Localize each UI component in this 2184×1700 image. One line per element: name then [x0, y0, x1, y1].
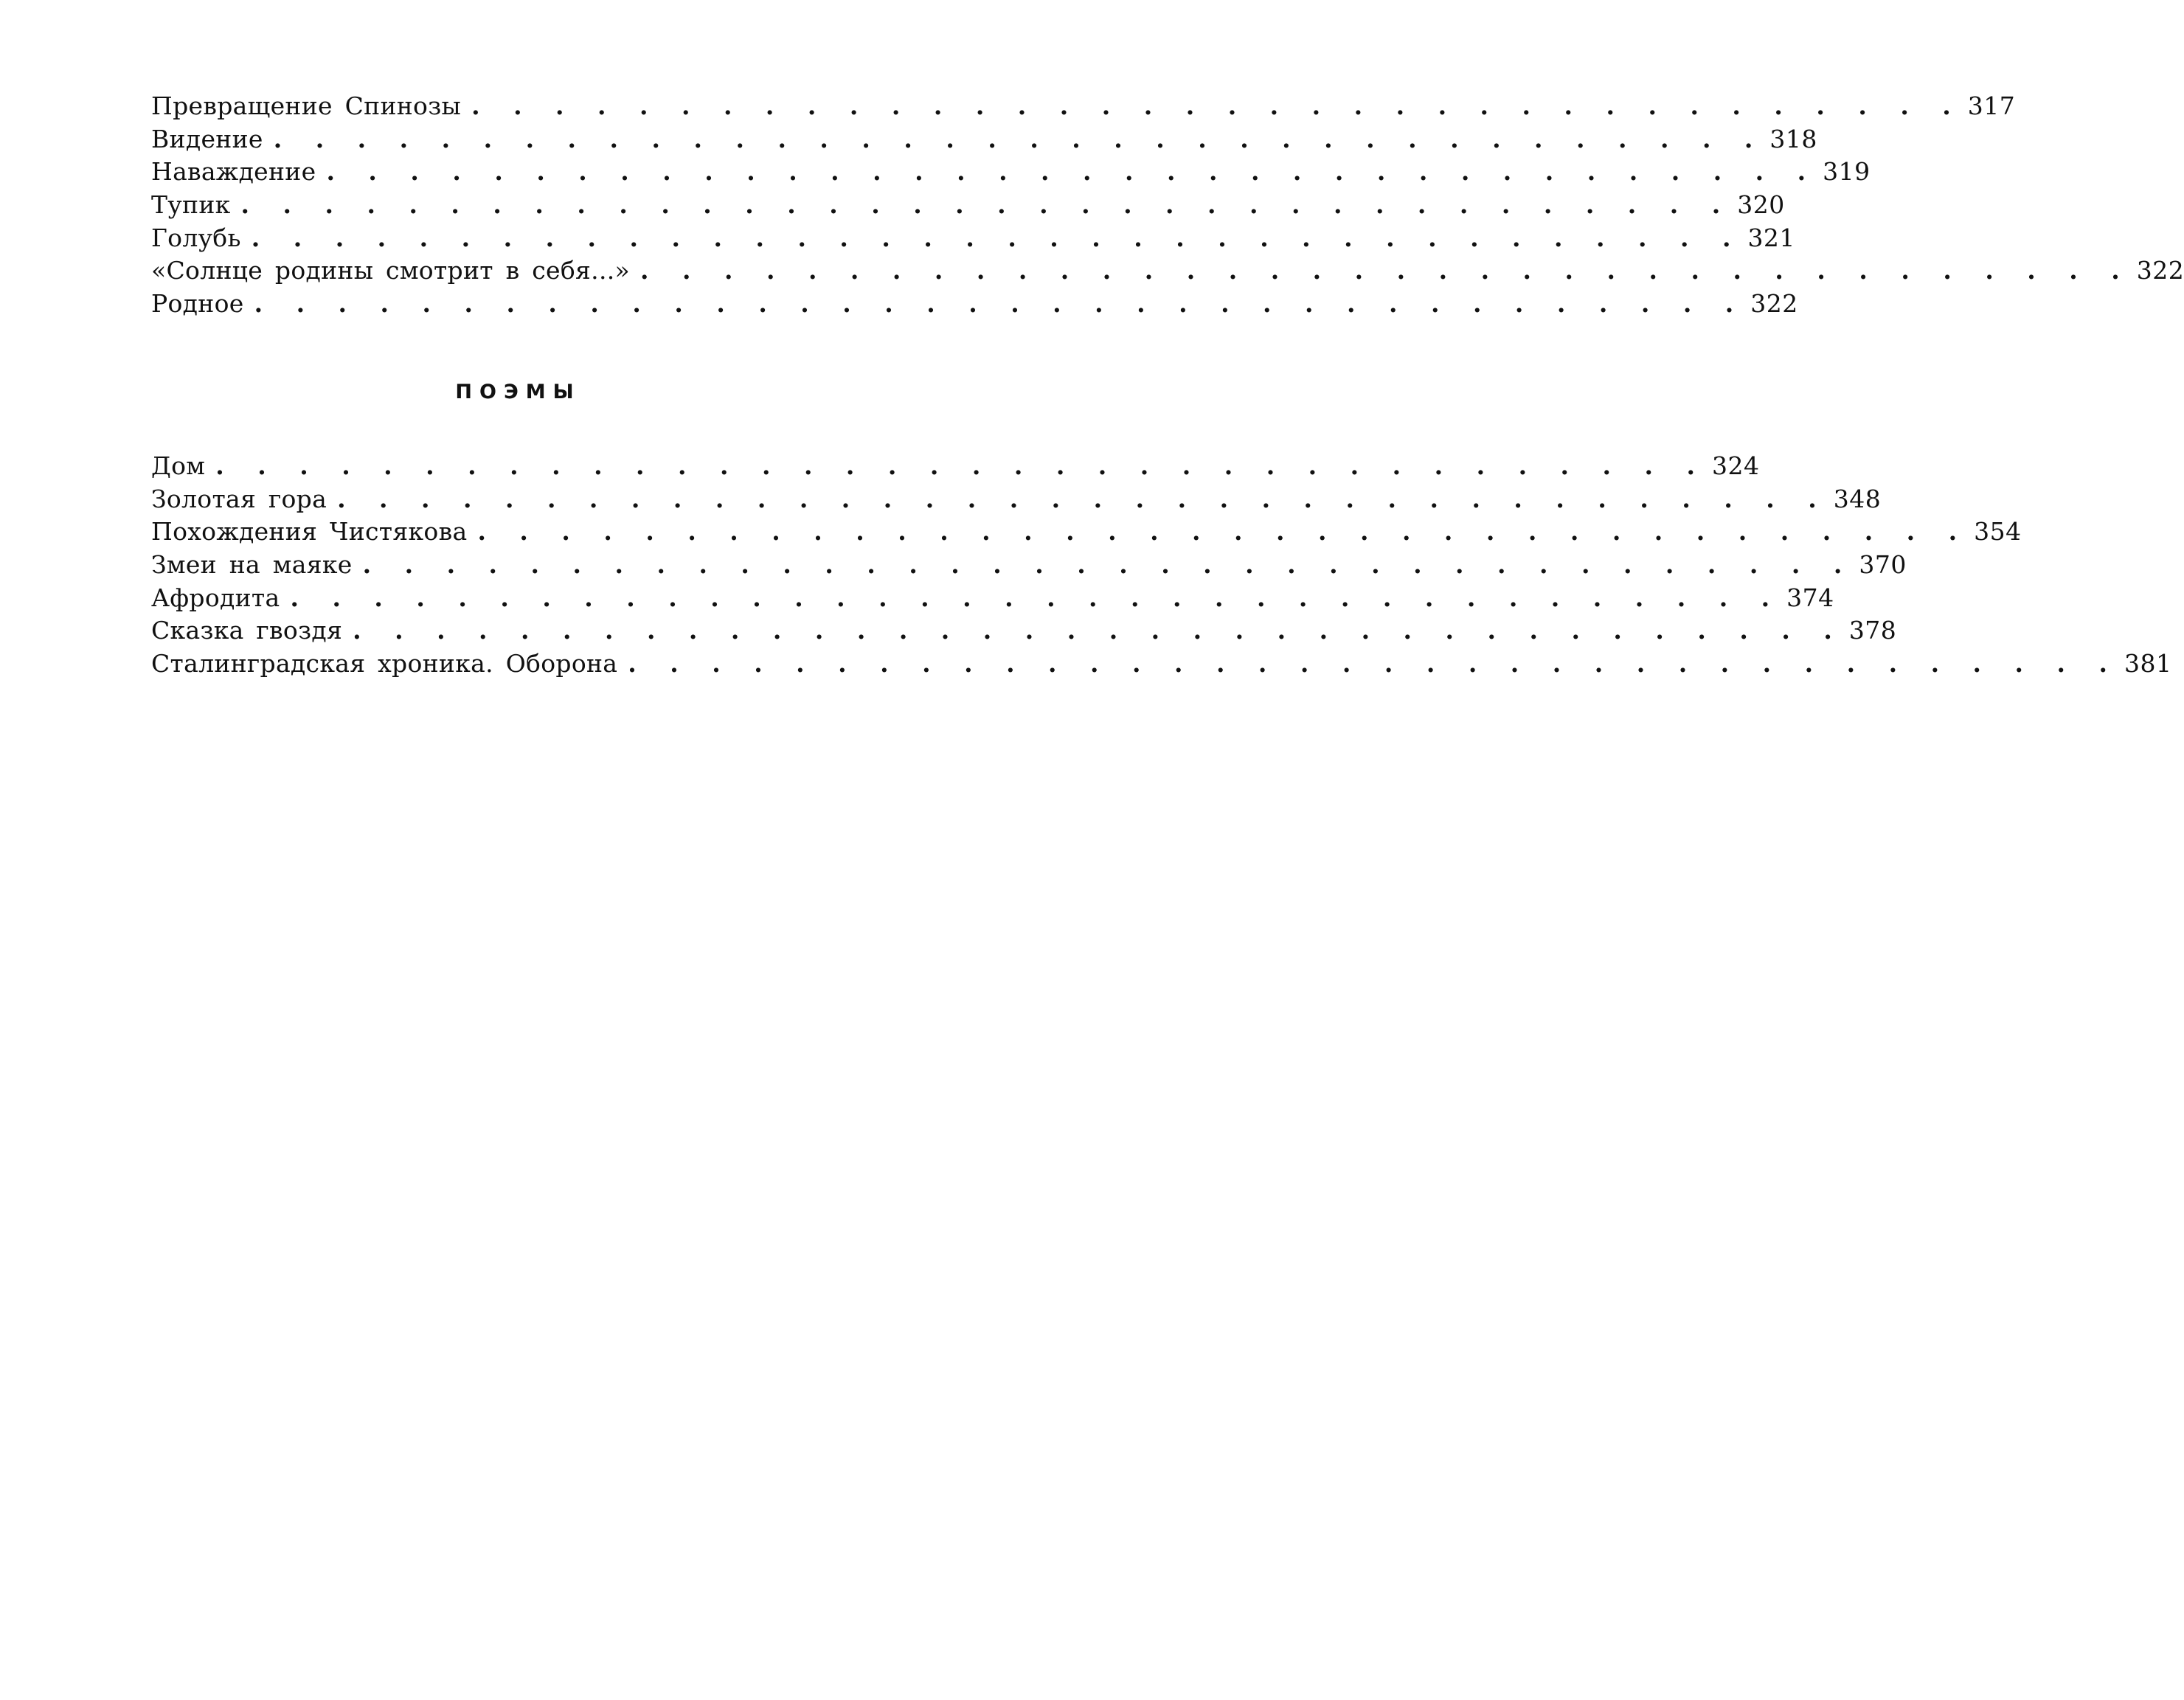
toc-entry-title: Сталинградская хроника. Оборона — [151, 649, 618, 679]
toc-entry-page: 348 — [1833, 484, 1882, 513]
toc-entry — [151, 648, 2172, 681]
toc-entry-title: Афродита — [151, 583, 280, 612]
dot-leader: . . . . . . . . . . . . . . . . . . . . . . . . . . . . . . . . . . . . — [362, 550, 1855, 580]
toc-entry-title: Видение — [151, 124, 263, 153]
dot-leader: . . . . . . . . . . . . . . . . . . . . . . . . . . . . . . . . . . . . — [640, 256, 2132, 285]
dot-leader: . . . . . . . . . . . . . . . . . . . . . . . . . . . . . . . . . . . . — [337, 484, 1829, 513]
toc-entry-page: 378 — [1848, 616, 1897, 645]
dot-leader: . . . . . . . . . . . . . . . . . . . . . . . . . . . . . . . . . . . . — [326, 157, 1819, 187]
toc-entry-page: 317 — [1967, 91, 2016, 120]
toc-entry — [151, 156, 1871, 189]
toc-entry — [151, 288, 1798, 321]
dot-leader: . . . . . . . . . . . . . . . . . . . . . . . . . . . . . . . . . . . . — [254, 289, 1747, 319]
toc-entry — [151, 614, 1897, 648]
toc-entry-page: 322 — [1750, 289, 1798, 319]
toc-entry-page: 318 — [1769, 124, 1817, 153]
toc-entry-title: Родное — [151, 289, 244, 319]
dot-leader: . . . . . . . . . . . . . . . . . . . . . . . . . . . . . . . . . . . . — [353, 616, 1845, 645]
toc-entry-title: Похождения Чистякова — [151, 517, 468, 547]
toc-entry-page: 354 — [1974, 517, 2022, 547]
toc-entry — [151, 516, 2022, 549]
toc-entry-title: Тупик — [151, 190, 231, 220]
dot-leader: . . . . . . . . . . . . . . . . . . . . . . . . . . . . . . . . . . . . — [477, 517, 1970, 547]
dot-leader: . . . . . . . . . . . . . . . . . . . . . . . . . . . . . . . . . . . . — [240, 190, 1733, 220]
toc-entry-title: Голубь — [151, 223, 241, 252]
dot-leader: . . . . . . . . . . . . . . . . . . . . . . . . . . . . . . . . . . . . — [215, 451, 1708, 480]
toc-entry — [151, 549, 1907, 582]
toc-entry-page: 381 — [2124, 649, 2172, 679]
toc-entry-title: Дом — [151, 451, 206, 480]
toc-entry-title: Золотая гора — [151, 484, 327, 513]
dot-leader: . . . . . . . . . . . . . . . . . . . . . . . . . . . . . . . . . . . . — [290, 583, 1783, 612]
toc-entry-page: 374 — [1786, 583, 1834, 612]
toc-entry-page: 319 — [1823, 157, 1871, 187]
section-heading: ПОЭМЫ — [455, 381, 581, 403]
toc-entry-title: Змеи на маяке — [151, 550, 353, 580]
toc-entry — [151, 90, 2016, 123]
toc-entry — [151, 123, 1817, 156]
toc-entry-title: «Солнце родины смотрит в себя...» — [151, 256, 631, 285]
dot-leader: . . . . . . . . . . . . . . . . . . . . . . . . . . . . . . . . . . . . — [273, 124, 1766, 153]
toc-entry — [151, 483, 1882, 516]
toc-entry — [151, 450, 1760, 483]
toc-entry-page: 324 — [1711, 451, 1760, 480]
toc-entry-page: 370 — [1859, 550, 1907, 580]
toc-entry-page: 321 — [1747, 223, 1795, 252]
toc-entry-title: Превращение Спинозы — [151, 91, 462, 120]
toc-entry — [151, 189, 1785, 222]
toc-list-poems — [151, 90, 2184, 321]
toc-entry-page: 320 — [1737, 190, 1785, 220]
toc-entry — [151, 582, 1834, 615]
toc-entry-title: Сказка гвоздя — [151, 616, 343, 645]
toc-entry-title: Наваждение — [151, 157, 316, 187]
toc-list-long-poems — [151, 450, 2172, 681]
dot-leader: . . . . . . . . . . . . . . . . . . . . . . . . . . . . . . . . . . . . — [251, 223, 1744, 252]
toc-entry-page: 322 — [2136, 256, 2184, 285]
dot-leader: . . . . . . . . . . . . . . . . . . . . . . . . . . . . . . . . . . . . — [471, 91, 1963, 120]
dot-leader: . . . . . . . . . . . . . . . . . . . . . . . . . . . . . . . . . . . . — [628, 649, 2120, 679]
toc-entry — [151, 222, 1795, 255]
toc-entry — [151, 254, 2184, 288]
